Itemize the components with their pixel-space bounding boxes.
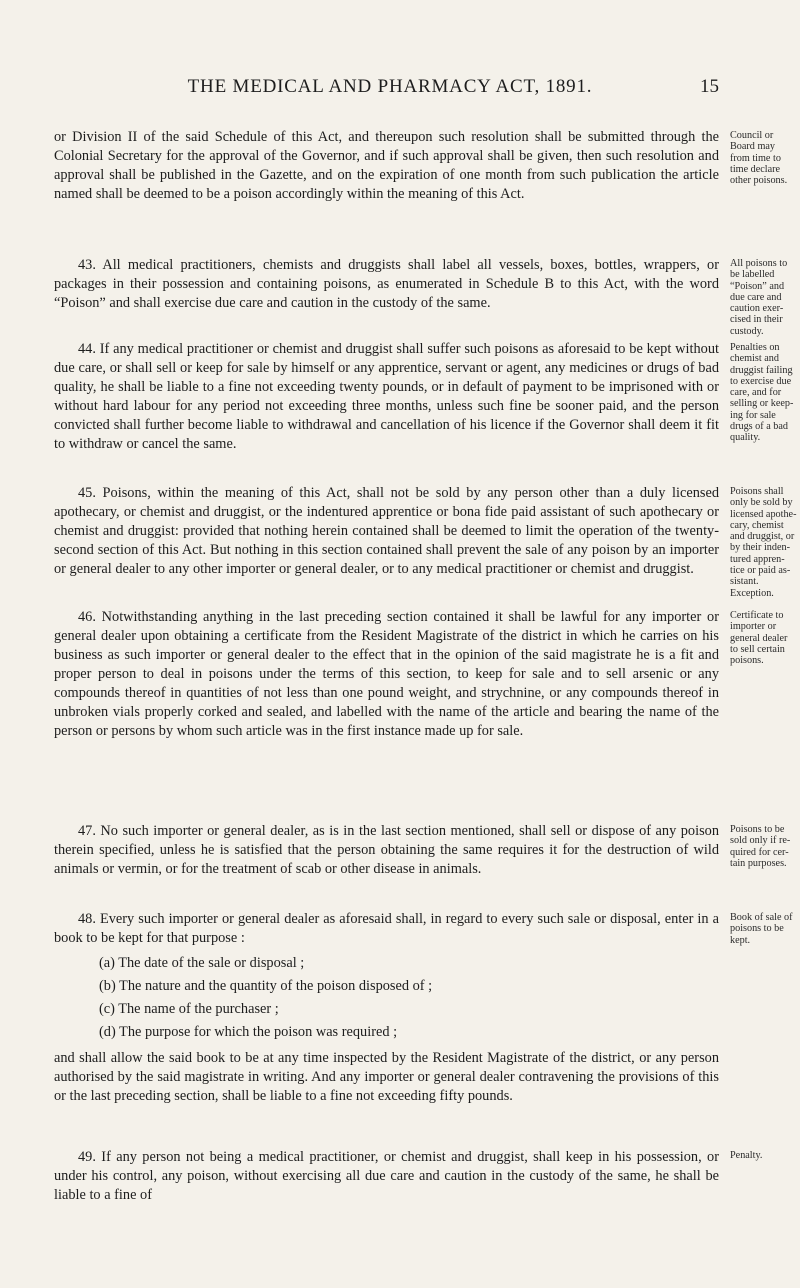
note-line: from time to — [730, 152, 781, 164]
note-line: quality. — [730, 432, 761, 444]
paragraph: and shall allow the said book to be at any time inspected by the Resident Magistrate of the district, or any person authorised by the said magistrate in writing. And any importer or general dealer contravening the provisions of this or the last preceding section, shall be liable to a fine not exceeding fifty pounds. — [54, 1050, 719, 1104]
margin-note — [730, 130, 800, 186]
note-line: poisons. — [730, 655, 764, 667]
note-line: kept. — [730, 934, 751, 946]
note-line: other poisons. — [730, 175, 788, 187]
page-number: 15 — [700, 76, 719, 97]
note-line: Poisons to be — [730, 824, 785, 835]
margin-note — [730, 912, 800, 946]
note-line: “Poison” and — [730, 280, 785, 292]
note-line: Certificate to — [730, 610, 784, 621]
running-title: THE MEDICAL AND PHARMACY ACT, 1891. — [187, 76, 593, 97]
note-line: tured appren- — [730, 553, 785, 565]
note-line: time declare — [730, 163, 781, 175]
margin-note — [730, 1150, 800, 1161]
section-45 — [54, 484, 719, 579]
paragraph: 44. If any medical practitioner or chemist and druggist shall suffer such poisons as aforesaid to be kept without due care, or shall sell or keep for sale by himself or any apprentice, servant or agent, any medicines or drugs of bad quality, he shall be liable to a fine not exceeding twenty pounds, or in default of payment to be imprisoned with or without hard labour for any period not exceeding three months, unless such fine be sooner paid, and the person convicted shall further become liable to withdrawal and cancellation of his licence if the Governor shall deem it fit to withdraw or cancel the same. — [54, 341, 719, 452]
margin-note — [730, 342, 800, 444]
section-46 — [54, 608, 719, 741]
section-43 — [54, 256, 719, 313]
section-continuation — [54, 128, 719, 204]
list-item: (b) The nature and the quantity of the poison disposed of ; — [99, 978, 433, 994]
note-line: be labelled — [730, 269, 775, 281]
item-list — [54, 954, 719, 1042]
note-line: licensed apothe- — [730, 508, 797, 520]
paragraph: 45. Poisons, within the meaning of this Act, shall not be sold by any person other than a duly licensed apothecary, or chemist and druggist, or the indentured apprentice or bona fide paid assistant of such apothecary or chemist and druggist: provided that nothing herein contained shall be deemed to limit the operation of the twenty-second section of this Act. But nothing in this section contained shall prevent the sale of any poison by an importer or general dealer to any other importer or general dealer, or to any medical practitioner or chemist and druggist. — [54, 485, 719, 577]
note-line: quired for cer- — [730, 846, 789, 858]
note-line: to exercise due — [730, 375, 792, 387]
section-49 — [54, 1148, 719, 1205]
note-line: selling or keep- — [730, 398, 794, 410]
note-line: and druggist, or — [730, 531, 795, 543]
list-item: (c) The name of the purchaser ; — [99, 1001, 279, 1017]
note-line: Exception. — [730, 587, 774, 599]
page-header — [0, 76, 800, 106]
section-47 — [54, 822, 719, 879]
note-line: poisons to be — [730, 923, 784, 935]
note-line: All poisons to — [730, 258, 788, 269]
note-line: Council or — [730, 130, 774, 141]
note-line: cary, chemist — [730, 519, 784, 531]
margin-note — [730, 258, 800, 337]
note-line: drugs of a bad — [730, 421, 788, 433]
note-line: Penalties on — [730, 342, 780, 353]
note-line: Poisons shall — [730, 486, 784, 497]
note-line: ing for sale — [730, 409, 776, 421]
note-line: cised in their — [730, 314, 783, 326]
paragraph: 46. Notwithstanding anything in the last preceding section contained it shall be lawful for any importer or general dealer upon obtaining a certificate from the Resident Magistrate of the district in which he carries on his business as such importer or general dealer to the effect that in the opinion of the said magistrate he is a fit and proper person to deal in poisons under the terms of this section, to keep for sale and to sell arsenic or any compounds thereof in quantities of not less than one pound weight, and strychnine, or any compounds thereof in unbroken vials properly corked and sealed, and labelled with the name of the article and bearing the name of the person or persons by whom such article was in the first instance made up for sale. — [54, 609, 719, 739]
note-line: sold only if re- — [730, 835, 791, 847]
note-line: due care and — [730, 291, 782, 303]
note-line: sistant. — [730, 576, 759, 588]
paragraph: 48. Every such importer or general dealer as aforesaid shall, in regard to every such sale or disposal, enter in a book to be kept for that purpose : — [54, 911, 719, 946]
note-line: tice or paid as- — [730, 565, 791, 577]
margin-note — [730, 610, 800, 666]
margin-note — [730, 824, 800, 869]
note-line: caution exer- — [730, 303, 784, 315]
paragraph: 47. No such importer or general dealer, as is in the last section mentioned, shall sell or dispose of any poison therein specified, unless he is satisfied that the person obtaining the same requires it for the destruction of wild animals or vermin, or for the treatment of scab or other disease in animals. — [54, 823, 719, 877]
list-item: (a) The date of the sale or disposal ; — [99, 955, 305, 971]
paragraph: or Division II of the said Schedule of this Act, and thereupon such resolution shall be submitted through the Colonial Secretary for the approval of the Governor, and if such approval shall be given, then such resolution and approval shall be published in the Gazette, and on the expiration of one month from such publication the article named shall be deemed to be a poison accordingly within the meaning of this Act. — [54, 129, 719, 202]
section-48 — [54, 910, 719, 1106]
note-line: care, and for — [730, 387, 782, 399]
note-line: importer or — [730, 621, 777, 633]
note-line: by their inden- — [730, 542, 790, 554]
note-line: general dealer — [730, 632, 788, 644]
margin-note — [730, 486, 800, 599]
note-line: chemist and — [730, 353, 779, 365]
note-line: to sell certain — [730, 643, 785, 655]
section-44 — [54, 340, 719, 454]
note-line: only be sold by — [730, 497, 793, 509]
note-line: Book of sale of — [730, 912, 793, 923]
note-line: custody. — [730, 325, 764, 337]
note-line: Penalty. — [730, 1150, 763, 1161]
list-item: (d) The purpose for which the poison was required ; — [99, 1024, 398, 1040]
note-line: tain purposes. — [730, 857, 787, 869]
note-line: druggist failing — [730, 364, 793, 376]
note-line: Board may — [730, 141, 775, 153]
paragraph: 43. All medical practitioners, chemists and druggists shall label all vessels, boxes, bottles, wrappers, or packages in their possession and containing poisons, as enumerated in Schedule B to this Act, with the word “Poison” and shall exercise due care and caution in the custody of the same. — [54, 257, 719, 311]
paragraph: 49. If any person not being a medical practitioner, or chemist and druggist, shall keep in his possession, or under his control, any poison, without exercising all due care and caution in the custody of the same, he shall be liable to a fine of — [54, 1149, 719, 1203]
